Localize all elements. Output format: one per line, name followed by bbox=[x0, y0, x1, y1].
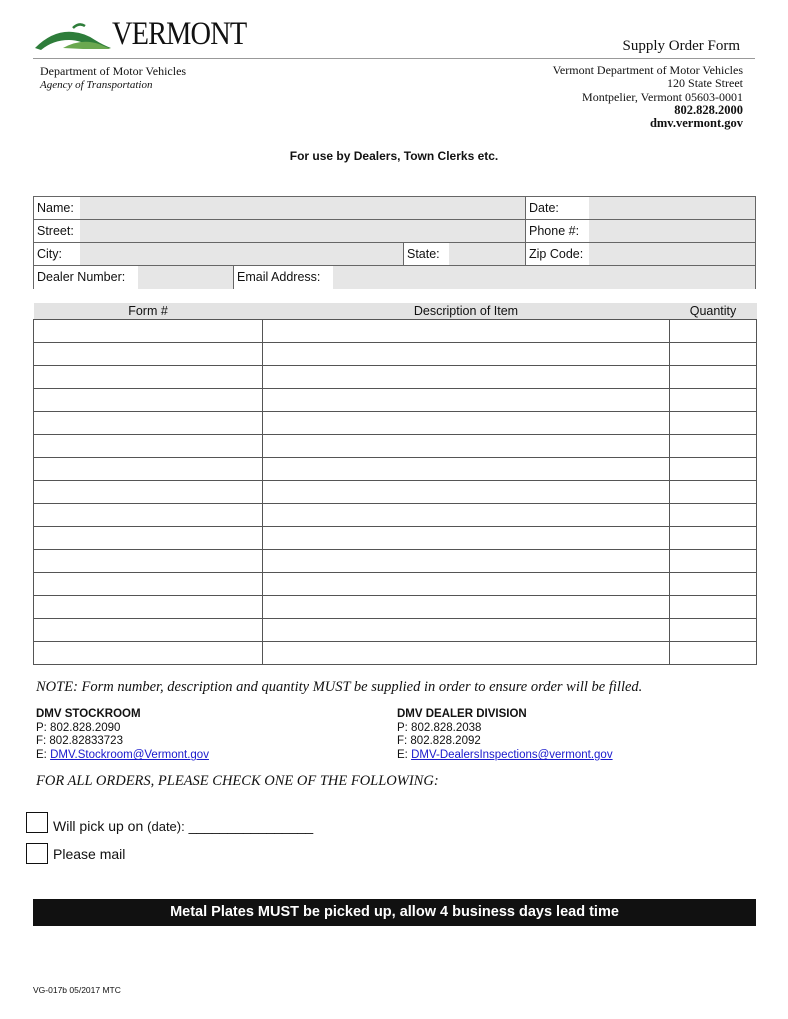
stockroom-email-link[interactable]: DMV.Stockroom@Vermont.gov bbox=[50, 749, 209, 762]
agency-name: Agency of Transportation bbox=[40, 79, 153, 91]
form-number-cell[interactable] bbox=[34, 481, 263, 504]
quantity-cell[interactable] bbox=[670, 389, 757, 412]
for-use-heading: For use by Dealers, Town Clerks etc. bbox=[289, 149, 499, 163]
phone-label: Phone #: bbox=[525, 220, 589, 242]
email-label: Email Address: bbox=[233, 266, 333, 289]
description-cell[interactable] bbox=[263, 435, 670, 458]
dealer-division-email-line bbox=[397, 749, 613, 763]
address-line-1: Vermont Department of Motor Vehicles bbox=[552, 63, 743, 77]
stockroom-fax: F: 802.82833723 bbox=[36, 735, 123, 748]
name-field[interactable] bbox=[80, 197, 525, 219]
department-block bbox=[40, 64, 186, 92]
form-number-cell[interactable] bbox=[34, 596, 263, 619]
column-header-form-number: Form # bbox=[34, 303, 263, 320]
table-row bbox=[34, 550, 757, 573]
table-row bbox=[34, 527, 757, 550]
address-web: dmv.vermont.gov bbox=[649, 116, 743, 131]
dealer-division-email-prefix: E: bbox=[397, 749, 412, 762]
all-orders-instruction: FOR ALL ORDERS, PLEASE CHECK ONE OF THE FOLLOWING: bbox=[36, 773, 439, 789]
table-row bbox=[34, 573, 757, 596]
mail-checkbox[interactable] bbox=[26, 843, 48, 864]
street-label: Street: bbox=[34, 220, 80, 242]
table-row bbox=[34, 320, 757, 343]
date-field[interactable] bbox=[589, 197, 755, 219]
city-label: City: bbox=[34, 243, 80, 265]
quantity-cell[interactable] bbox=[670, 320, 757, 343]
address-phone: 802.828.2000 bbox=[674, 102, 743, 117]
quantity-cell[interactable] bbox=[670, 458, 757, 481]
quantity-cell[interactable] bbox=[670, 550, 757, 573]
description-cell[interactable] bbox=[263, 320, 670, 343]
phone-field[interactable] bbox=[589, 220, 755, 242]
description-cell[interactable] bbox=[263, 550, 670, 573]
description-cell[interactable] bbox=[263, 458, 670, 481]
name-label: Name: bbox=[34, 197, 80, 219]
form-number-cell[interactable] bbox=[34, 642, 263, 665]
email-field[interactable] bbox=[333, 266, 755, 289]
date-label: Date: bbox=[525, 197, 589, 219]
form-number-cell[interactable] bbox=[34, 412, 263, 435]
table-row bbox=[34, 412, 757, 435]
quantity-cell[interactable] bbox=[670, 412, 757, 435]
stockroom-email-prefix: E: bbox=[36, 749, 51, 762]
quantity-cell[interactable] bbox=[670, 596, 757, 619]
table-row bbox=[34, 389, 757, 412]
quantity-cell[interactable] bbox=[670, 642, 757, 665]
city-field[interactable] bbox=[80, 243, 403, 265]
dealer-division-fax: F: 802.828.2092 bbox=[397, 735, 481, 748]
quantity-cell[interactable] bbox=[670, 366, 757, 389]
description-cell[interactable] bbox=[263, 596, 670, 619]
zip-field[interactable] bbox=[589, 243, 755, 265]
description-cell[interactable] bbox=[263, 642, 670, 665]
items-table-body bbox=[34, 320, 757, 665]
note-text: NOTE: Form number, description and quantity MUST be supplied in order to ensure order will be filled. bbox=[36, 679, 643, 695]
zip-label: Zip Code: bbox=[525, 243, 589, 265]
form-number-cell[interactable] bbox=[34, 550, 263, 573]
pickup-date-line[interactable]: ________________ bbox=[188, 818, 314, 834]
table-row bbox=[34, 343, 757, 366]
description-cell[interactable] bbox=[263, 389, 670, 412]
form-number-cell[interactable] bbox=[34, 527, 263, 550]
quantity-cell[interactable] bbox=[670, 527, 757, 550]
dealer-number-label: Dealer Number: bbox=[34, 266, 138, 289]
info-row-street bbox=[34, 220, 755, 243]
pickup-date-label: (date): bbox=[147, 819, 185, 834]
table-row bbox=[34, 366, 757, 389]
dealer-number-field[interactable] bbox=[138, 266, 233, 289]
form-title: Supply Order Form bbox=[622, 38, 740, 54]
form-number-cell[interactable] bbox=[34, 504, 263, 527]
stockroom-email-line bbox=[36, 749, 209, 763]
description-cell[interactable] bbox=[263, 481, 670, 504]
dealer-division-contact bbox=[397, 708, 613, 763]
table-row bbox=[34, 481, 757, 504]
form-code-footer: VG-017b 05/2017 MTC bbox=[33, 985, 121, 995]
column-header-description: Description of Item bbox=[263, 303, 670, 320]
state-field[interactable] bbox=[449, 243, 525, 265]
description-cell[interactable] bbox=[263, 573, 670, 596]
form-number-cell[interactable] bbox=[34, 458, 263, 481]
dealer-division-phone: P: 802.828.2038 bbox=[397, 721, 482, 734]
description-cell[interactable] bbox=[263, 366, 670, 389]
customer-info-box bbox=[33, 196, 756, 289]
table-row bbox=[34, 619, 757, 642]
table-row bbox=[34, 435, 757, 458]
address-line-2: 120 State Street bbox=[667, 76, 743, 91]
info-row-name bbox=[34, 197, 755, 220]
state-label: State: bbox=[403, 243, 449, 265]
quantity-cell[interactable] bbox=[670, 435, 757, 458]
info-row-dealer bbox=[34, 266, 755, 289]
mail-label: Please mail bbox=[53, 846, 126, 862]
items-header-row bbox=[34, 303, 757, 320]
info-row-city bbox=[34, 243, 755, 266]
header-divider bbox=[33, 58, 755, 59]
form-number-cell[interactable] bbox=[34, 435, 263, 458]
department-name: Department of Motor Vehicles bbox=[40, 64, 187, 78]
pickup-label: Will pick up on bbox=[53, 818, 144, 834]
description-cell[interactable] bbox=[263, 412, 670, 435]
stockroom-contact bbox=[36, 708, 209, 763]
stockroom-title: DMV STOCKROOM bbox=[36, 708, 141, 720]
form-number-cell[interactable] bbox=[34, 619, 263, 642]
address-block bbox=[553, 64, 743, 130]
form-number-cell[interactable] bbox=[34, 320, 263, 343]
items-table bbox=[33, 303, 757, 665]
metal-plates-banner: Metal Plates MUST be picked up, allow 4 business days lead time bbox=[33, 899, 756, 926]
street-field[interactable] bbox=[80, 220, 525, 242]
quantity-cell[interactable] bbox=[670, 343, 757, 366]
pickup-checkbox[interactable] bbox=[26, 812, 48, 833]
form-number-cell[interactable] bbox=[34, 389, 263, 412]
logo-text: VERMONT bbox=[112, 16, 247, 52]
form-number-cell[interactable] bbox=[34, 343, 263, 366]
description-cell[interactable] bbox=[263, 527, 670, 550]
description-cell[interactable] bbox=[263, 619, 670, 642]
dealer-division-email-link[interactable]: DMV-DealersInspections@vermont.gov bbox=[411, 749, 613, 762]
table-row bbox=[34, 642, 757, 665]
quantity-cell[interactable] bbox=[670, 504, 757, 527]
stockroom-phone: P: 802.828.2090 bbox=[36, 721, 121, 734]
column-header-quantity: Quantity bbox=[670, 303, 757, 320]
table-row bbox=[34, 458, 757, 481]
address-line-3: Montpelier, Vermont 05603-0001 bbox=[582, 89, 743, 104]
description-cell[interactable] bbox=[263, 343, 670, 366]
quantity-cell[interactable] bbox=[670, 573, 757, 596]
form-number-cell[interactable] bbox=[34, 366, 263, 389]
table-row bbox=[34, 596, 757, 619]
form-number-cell[interactable] bbox=[34, 573, 263, 596]
pickup-option bbox=[53, 818, 313, 834]
quantity-cell[interactable] bbox=[670, 619, 757, 642]
quantity-cell[interactable] bbox=[670, 481, 757, 504]
description-cell[interactable] bbox=[263, 504, 670, 527]
dealer-division-title: DMV DEALER DIVISION bbox=[397, 708, 527, 720]
table-row bbox=[34, 504, 757, 527]
